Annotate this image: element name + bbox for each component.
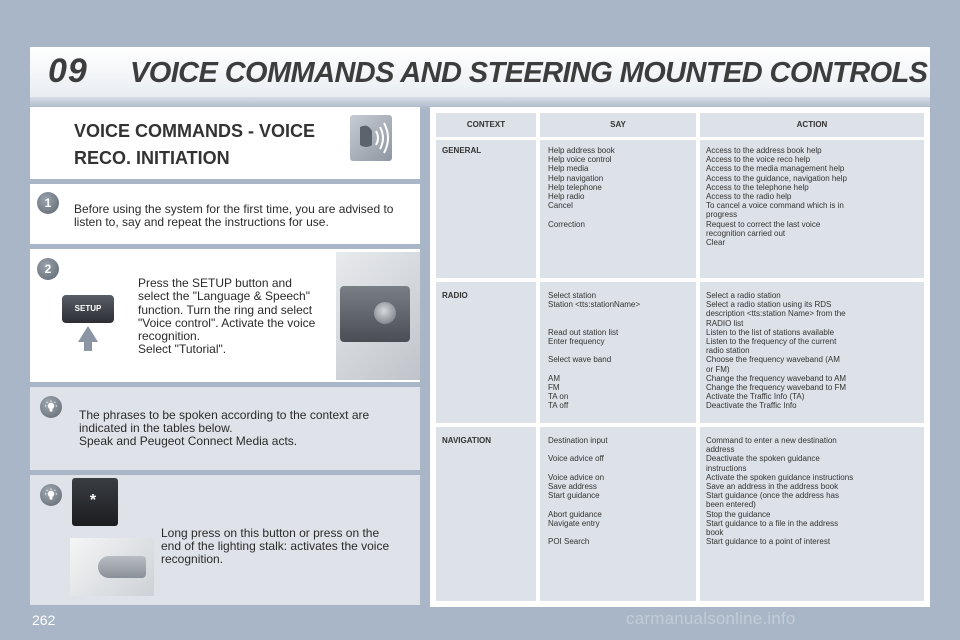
action-item: Start guidance (once the address has <box>706 491 839 501</box>
step1-line1: Before using the system for the first time, you are advised to <box>74 202 394 216</box>
say-item: Start guidance <box>548 491 600 501</box>
table-header-context: CONTEXT <box>436 113 536 137</box>
step1-text <box>74 203 414 229</box>
action-item: description <tts:station Name> from the <box>706 309 846 319</box>
action-item: or FM) <box>706 364 730 374</box>
step-number-2: 2 <box>37 258 59 280</box>
say-item: Enter frequency <box>548 336 605 346</box>
action-item: Start guidance to a file in the address <box>706 518 839 528</box>
action-general <box>706 146 921 247</box>
press-arrow-stem <box>84 341 92 351</box>
action-item: Deactivate the Traffic Info <box>706 401 797 411</box>
say-item: Help voice control <box>548 155 612 165</box>
action-item: Access to the address book help <box>706 146 822 155</box>
say-item: Read out station list <box>548 327 619 337</box>
say-item: Help radio <box>548 192 585 202</box>
page-number: 262 <box>32 612 56 628</box>
section-title <box>74 118 354 172</box>
say-item: Cancel <box>548 201 573 211</box>
say-item: TA on <box>548 392 569 402</box>
watermark: carmanualsonline.info <box>626 609 796 628</box>
say-item: Help navigation <box>548 173 604 183</box>
say-item: TA off <box>548 401 569 411</box>
row-bg-radio-context <box>436 282 536 423</box>
action-item: Choose the frequency waveband (AM <box>706 355 840 365</box>
tip2-text <box>161 527 411 566</box>
say-item <box>548 445 693 454</box>
tip2-line: Long press on this button or press on the <box>161 526 380 540</box>
action-item: Stop the guidance <box>706 509 771 519</box>
chapter-number: 09 <box>48 52 88 90</box>
say-item: AM <box>548 373 560 383</box>
step2-line: Press the SETUP button and <box>138 276 292 290</box>
action-item: book <box>706 528 724 538</box>
step2-line: function. Turn the ring and select <box>138 302 313 317</box>
say-item <box>548 309 693 318</box>
action-item: Access to the telephone help <box>706 182 809 192</box>
action-item: Save an address in the address book <box>706 482 839 492</box>
row-bg-general-context <box>436 140 536 278</box>
say-item: FM <box>548 382 560 392</box>
say-item <box>548 528 693 537</box>
say-item: Help telephone <box>548 182 602 192</box>
tip2-line: recognition. <box>161 552 224 566</box>
step-number-1: 1 <box>37 192 59 214</box>
say-item <box>548 210 693 219</box>
say-item: Select wave band <box>548 355 612 365</box>
action-item: Listen to the list of stations available <box>706 327 835 337</box>
tip-lightbulb-icon <box>40 484 62 506</box>
section-title-line1: VOICE COMMANDS - VOICE <box>74 121 316 141</box>
say-item: Select station <box>548 291 597 300</box>
section-title-line2: RECO. INITIATION <box>74 148 230 168</box>
say-item <box>548 319 693 328</box>
say-item: Destination input <box>548 436 608 445</box>
context-general: GENERAL <box>442 146 482 155</box>
step2-line: "Voice control". Activate the voice <box>138 315 316 330</box>
action-navigation <box>706 436 921 546</box>
say-item: Save address <box>548 481 597 491</box>
context-radio: RADIO <box>442 291 468 300</box>
action-item: Access to the voice reco help <box>706 155 811 165</box>
say-item: Navigate entry <box>548 518 600 528</box>
action-item: Activate the Traffic Info (TA) <box>706 392 805 402</box>
press-arrow-icon <box>78 326 98 342</box>
step1-line2: listen to, say and repeat the instructions for use. <box>74 215 329 229</box>
action-item: been entered) <box>706 500 756 510</box>
action-item: Clear <box>706 238 726 248</box>
setup-button: SETUP <box>62 295 114 323</box>
action-item: Change the frequency waveband to FM <box>706 383 847 393</box>
row-bg-navigation-context <box>436 427 536 601</box>
say-radio <box>548 291 693 411</box>
tip1-line: The phrases to be spoken according to the context are <box>79 408 370 422</box>
action-item: To cancel a voice command which is in <box>706 201 844 211</box>
action-item: Activate the spoken guidance instructions <box>706 472 854 482</box>
say-item <box>548 346 693 355</box>
step2-text <box>138 277 333 357</box>
say-item <box>548 365 693 374</box>
step2-line: recognition. <box>138 329 201 344</box>
step2-line: Select "Tutorial". <box>138 342 227 357</box>
action-item: Access to the media management help <box>706 164 845 174</box>
context-navigation: NAVIGATION <box>442 436 492 445</box>
action-item: Select a radio station <box>706 291 781 300</box>
say-item <box>548 464 693 473</box>
tip1-text <box>79 409 409 448</box>
action-radio <box>706 291 921 411</box>
table-header-say: SAY <box>540 113 696 137</box>
say-item: Abort guidance <box>548 509 602 519</box>
say-item: POI Search <box>548 537 590 547</box>
voice-star-button-icon: * <box>89 492 97 509</box>
lighting-stalk-icon <box>98 556 146 578</box>
say-item: Help address book <box>548 146 615 155</box>
action-item: instructions <box>706 463 747 473</box>
tip1-line: indicated in the tables below. <box>79 421 233 435</box>
action-item: Access to the radio help <box>706 192 792 202</box>
action-item: Request to correct the last voice <box>706 219 821 229</box>
say-item: Correction <box>548 219 585 229</box>
page-title: VOICE COMMANDS AND STEERING MOUNTED CONTROLS <box>130 57 928 89</box>
action-item: address <box>706 445 735 455</box>
action-item: Command to enter a new destination <box>706 436 837 445</box>
head-unit-knob-icon <box>374 302 396 324</box>
action-item: progress <box>706 210 738 220</box>
action-item: recognition carried out <box>706 228 786 238</box>
action-item: radio station <box>706 346 750 356</box>
action-item: Select a radio station using its RDS <box>706 300 832 310</box>
action-item: Listen to the frequency of the current <box>706 337 837 347</box>
tip-lightbulb-icon <box>40 396 62 418</box>
say-item: Voice advice off <box>548 454 604 464</box>
action-item: Change the frequency waveband to AM <box>706 373 847 383</box>
say-item: Station <tts:stationName> <box>548 300 641 310</box>
action-item: RADIO list <box>706 318 744 328</box>
say-general <box>548 146 693 229</box>
voice-recognition-icon <box>350 115 392 161</box>
action-item: Start guidance to a point of interest <box>706 537 831 547</box>
tip2-line: end of the lighting stalk: activates the voice <box>161 539 390 553</box>
say-item: Help media <box>548 164 589 174</box>
step2-line: select the "Language & Speech" <box>138 289 310 304</box>
say-item: Voice advice on <box>548 472 605 482</box>
say-navigation <box>548 436 693 546</box>
action-item: Deactivate the spoken guidance <box>706 454 820 464</box>
tip1-line: Speak and Peugeot Connect Media acts. <box>79 434 298 448</box>
action-item: Access to the guidance, navigation help <box>706 173 847 183</box>
table-header-action: ACTION <box>700 113 924 137</box>
say-item <box>548 500 693 509</box>
